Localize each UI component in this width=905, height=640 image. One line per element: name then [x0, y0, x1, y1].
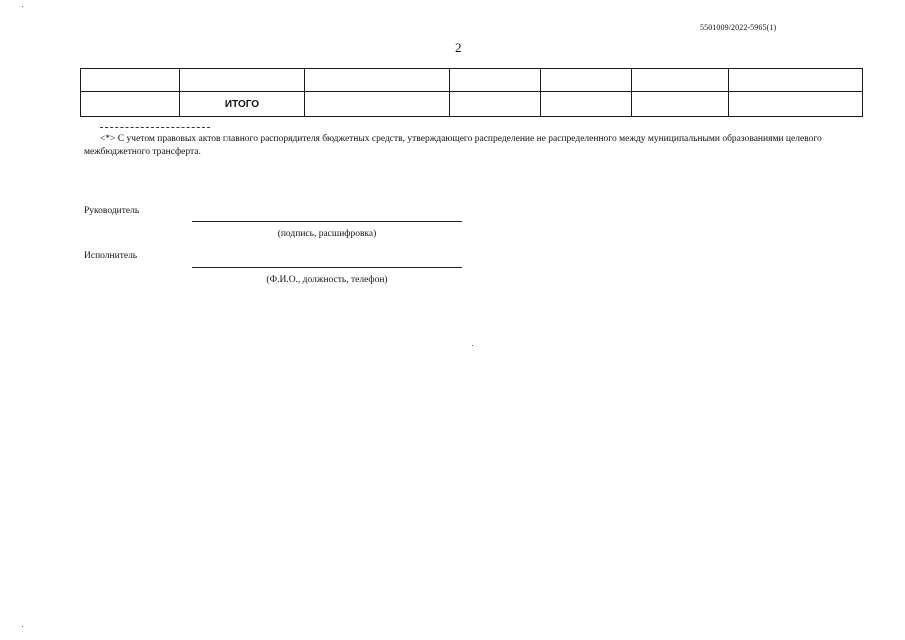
head-signature-line	[192, 221, 462, 222]
scan-speck	[472, 345, 473, 346]
footnote-separator	[100, 127, 210, 128]
table-cell	[450, 69, 541, 92]
table-cell	[632, 69, 729, 92]
page-number: 2	[455, 40, 462, 55]
scan-speck	[22, 626, 23, 627]
table-row-total	[81, 92, 863, 117]
table-cell	[729, 69, 863, 92]
executor-signature-caption: (Ф.И.О., должность, телефон)	[266, 275, 388, 285]
table-cell	[81, 92, 180, 117]
scan-speck	[22, 6, 23, 7]
executor-signature-label: Исполнитель	[84, 251, 138, 261]
table-cell	[541, 92, 632, 117]
executor-signature-line	[192, 267, 462, 268]
table-cell	[450, 92, 541, 117]
footnote-text: <*> С учетом правовых актов главного распорядителя бюджетных средств, утверждающего распределение не распределенного между муниципальными образованиями целевого межбюджетного трансферта.	[84, 134, 822, 157]
head-signature-label: Руководитель	[84, 206, 140, 216]
table-cell	[305, 92, 450, 117]
table-cell	[180, 69, 305, 92]
table-cell	[81, 69, 180, 92]
table-cell	[541, 69, 632, 92]
table-cell	[729, 92, 863, 117]
table-cell	[305, 69, 450, 92]
head-signature-caption: (подпись, расшифровка)	[277, 229, 377, 239]
summary-table	[80, 68, 863, 117]
table-row	[81, 69, 863, 92]
document-number: 5501009/2022-5965(1)	[700, 23, 777, 32]
total-label: ИТОГО	[180, 92, 305, 117]
table-cell	[632, 92, 729, 117]
